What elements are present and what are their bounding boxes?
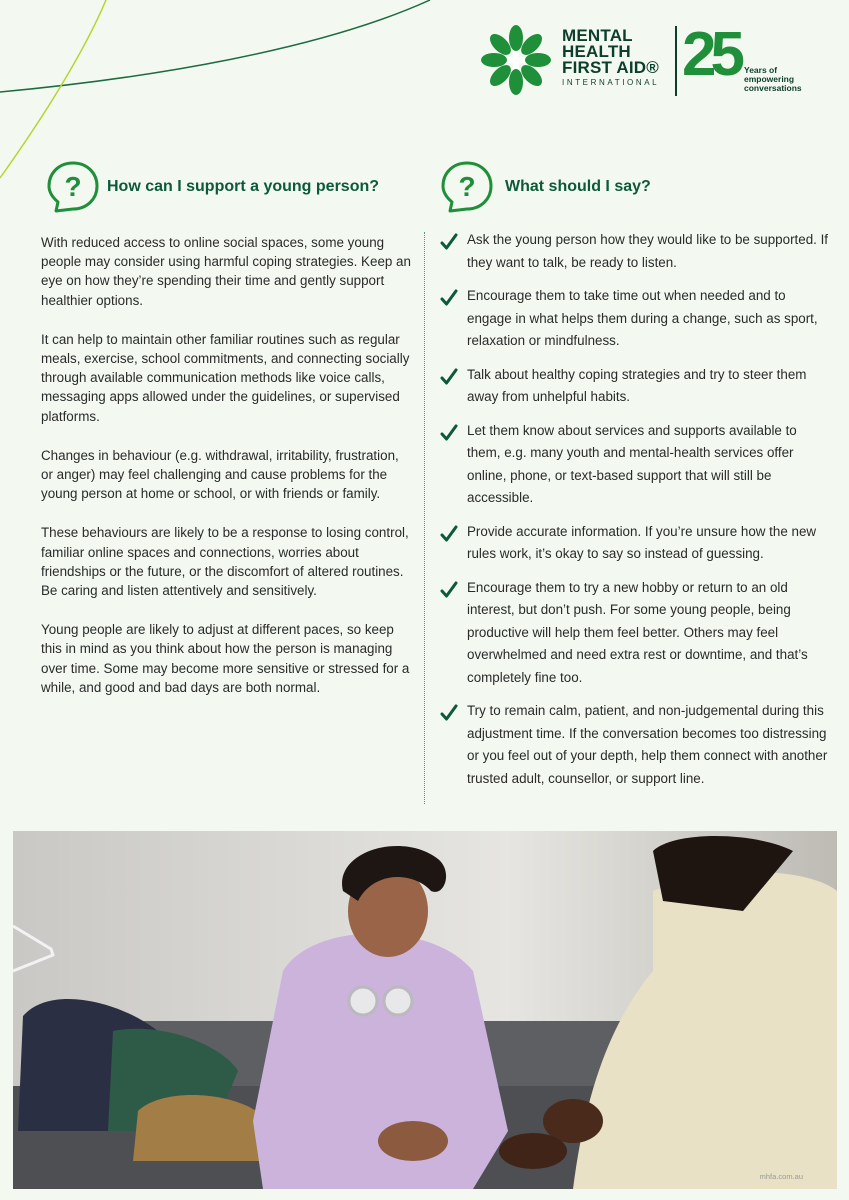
support-heading: How can I support a young person? [107,178,380,195]
list-item-text: Talk about healthy coping strategies and try to steer them away from unhelpful habits. [467,366,807,404]
what-to-say-list [440,229,830,801]
checkmark-icon [440,704,458,722]
list-item-text: Encourage them to take time out when needed and to engage in what helps them during a change, such as sport, relaxation or mindfulness. [467,288,818,348]
checkmark-icon [440,424,458,442]
list-item-text: Encourage them to try a new hobby or return to an old interest, but don’t push. For some young people, being productive will help them feel better. Others may feel overwhelmed and need extra rest or downtime, and that’s completely fine too. [467,579,808,685]
conversation-photo [13,831,837,1189]
list-item-text: Try to remain calm, patient, and non-judgemental during this adjustment time. If the conversation becomes too distressing or you feel out of your depth, help them connect with another trusted adult, counsellor, or support line. [467,703,828,786]
support-paragraph: It can help to maintain other familiar routines such as regular meals, exercise, school commitments, and connecting socially through available communication methods like voice calls, messaging apps allowed under the guidelines, or supervised platforms. [41,331,410,424]
brand-subtitle: INTERNATIONAL [562,78,660,87]
checkmark-icon [440,289,458,307]
svg-text:?: ? [458,171,476,202]
mhfa-wordmark [562,28,659,88]
checkmark-icon [440,368,458,386]
list-item [440,285,830,353]
mhfa-flower-icon [480,24,552,96]
list-item [440,420,830,510]
website-link[interactable]: mhfa.com.au [759,1172,803,1181]
question-bubble-icon [46,160,100,214]
list-item [440,521,830,566]
support-paragraph: With reduced access to online social spaces, some young people may consider using harmful coping strategies. Keep an eye on how they’re spending their time and gently support healthier options. [41,235,411,308]
list-item [440,700,830,790]
brand-line: FIRST AID® [562,58,660,77]
list-item [440,229,830,274]
tagline-line: conversations [744,83,802,93]
tagline-line: empowering [744,74,795,84]
svg-text:?: ? [64,171,82,202]
checkmark-icon [440,525,458,543]
support-paragraphs [41,233,411,717]
list-item-text: Provide accurate information. If you’re unsure how the new rules work, it’s okay to say so instead of guessing. [467,523,817,561]
photo-illustration [13,831,837,1189]
list-item-text: Ask the young person how they would like to be supported. If they want to talk, be ready to listen. [467,232,829,270]
brand-line: HEALTH [562,42,631,61]
anniversary-number: 25 [682,20,739,89]
list-item-text: Let them know about services and supports available to them, e.g. many youth and mental-health services offer online, phone, or text-based support that will still be accessible. [467,422,797,505]
tagline-line: Years of [744,65,778,75]
list-item [440,364,830,409]
logo-divider [675,26,677,96]
mhfa-logo [480,20,810,96]
anniversary-tagline [744,66,802,93]
checkmark-icon [440,233,458,251]
list-item [440,577,830,690]
support-paragraph: These behaviours are likely to be a response to losing control, familiar online spaces and connections, worries about friendships or the future, or the discomfort of altered routines. Be caring and listen attentively and sensitively. [41,525,409,599]
what-to-say-heading: What should I say? [505,178,651,195]
column-divider [424,232,425,804]
support-paragraph: Changes in behaviour (e.g. withdrawal, irritability, frustration, or anger) may feel challenging and cause problems for the young person at home or school, or with friends or family. [41,447,399,502]
checkmark-icon [440,581,458,599]
brand-line: MENTAL [562,26,633,45]
question-bubble-icon [440,160,494,214]
support-paragraph: Young people are likely to adjust at different paces, so keep this in mind as you think about how the person is managing over time. Some may become more sensitive or stressed for a while, and good and bad days are both normal. [41,622,410,695]
